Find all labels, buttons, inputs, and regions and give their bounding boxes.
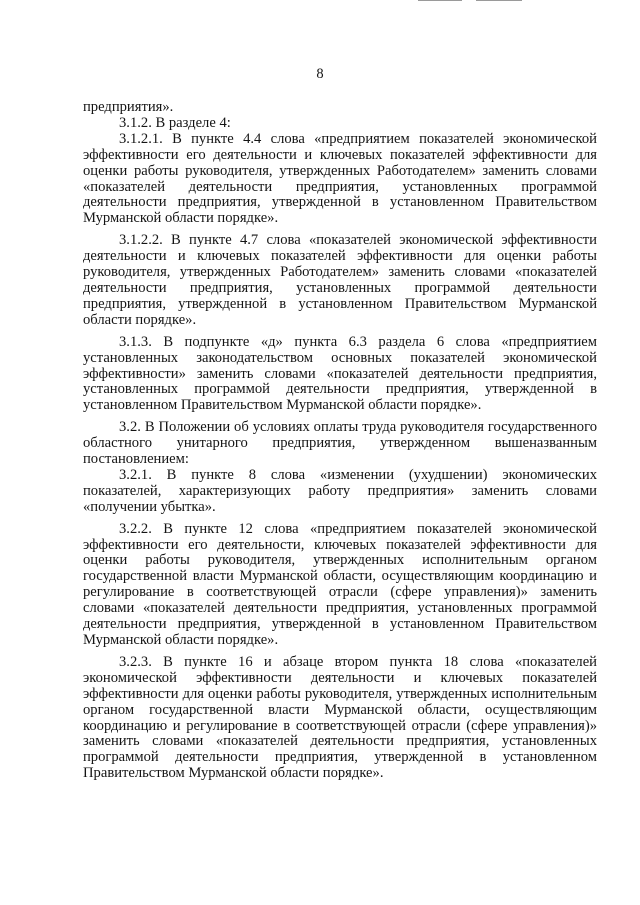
- paragraph: 3.1.2.2. В пункте 4.7 слова «показателей экономической эффективности деятельности и ключевых показателей эффективности для оценки работы руководителя, утвержденных Работодателем» заменить словами «показателей деятельности предприятия, установленных программой деятельности предприятия, утвержденной в установленном Правительством Мурманской области порядке».: [83, 232, 597, 328]
- page-number: 8: [316, 66, 324, 82]
- document-body: [83, 100, 597, 782]
- paragraph: 3.2.3. В пункте 16 и абзаце втором пункта 18 слова «показателей экономической эффективности деятельности и ключевых показателей эффективности для оценки работы руководителя, утвержденных исполнительным органом государственной власти Мурманской области, осуществляющим координацию и регулирование в соответствующей отрасли (сфере управления)» заменить словами «показателей деятельности предприятия, установленных программой деятельности предприятия, утвержденной в установленном Правительством Мурманской области порядке».: [83, 653, 597, 782]
- paragraph: 3.2.2. В пункте 12 слова «предприятием показателей экономической эффективности его деятельности, ключевых показателей эффективности для оценки работы руководителя, утвержденных исполнительным органом государственной власти Мурманской области, осуществляющим координацию и регулирование в соответствующей отрасли (сфере управления)» заменить словами «показателей деятельности предприятия, установленных программой деятельности предприятия, утвержденной в установленном Правительством Мурманской области порядке».: [83, 520, 597, 648]
- paragraph: 3.1.2.1. В пункте 4.4 слова «предприятием показателей экономической эффективности его деятельности и ключевых показателей эффективности для оценки работы руководителя, утвержденных Работодателем» заменить словами «показателей деятельности предприятия, установленных программой деятельности предприятия, утвержденной в установленном Правительством Мурманской области порядке».: [83, 130, 597, 227]
- paragraph: предприятия».: [83, 99, 174, 115]
- paragraph: 3.2. В Положении об условиях оплаты труда руководителя государственного областного унитарного предприятия, утвержденном вышеназванным постановлением:: [83, 419, 597, 468]
- scan-artifact-line: [476, 0, 522, 1]
- paragraph: 3.1.2. В разделе 4:: [119, 114, 231, 131]
- paragraph: 3.2.1. В пункте 8 слова «изменении (ухудшении) экономических показателей, характеризующих работу предприятия» заменить словами «получении убытка».: [83, 466, 597, 515]
- scan-artifact-line: [418, 0, 462, 1]
- paragraph: 3.1.3. В подпункте «д» пункта 6.3 раздела 6 слова «предприятием установленных законодательством основных показателей экономической эффективности» заменить словами «показателей деятельности предприятия, установленных программой деятельности предприятия, утвержденной в установленном Правительством Мурманской области порядке».: [83, 333, 597, 414]
